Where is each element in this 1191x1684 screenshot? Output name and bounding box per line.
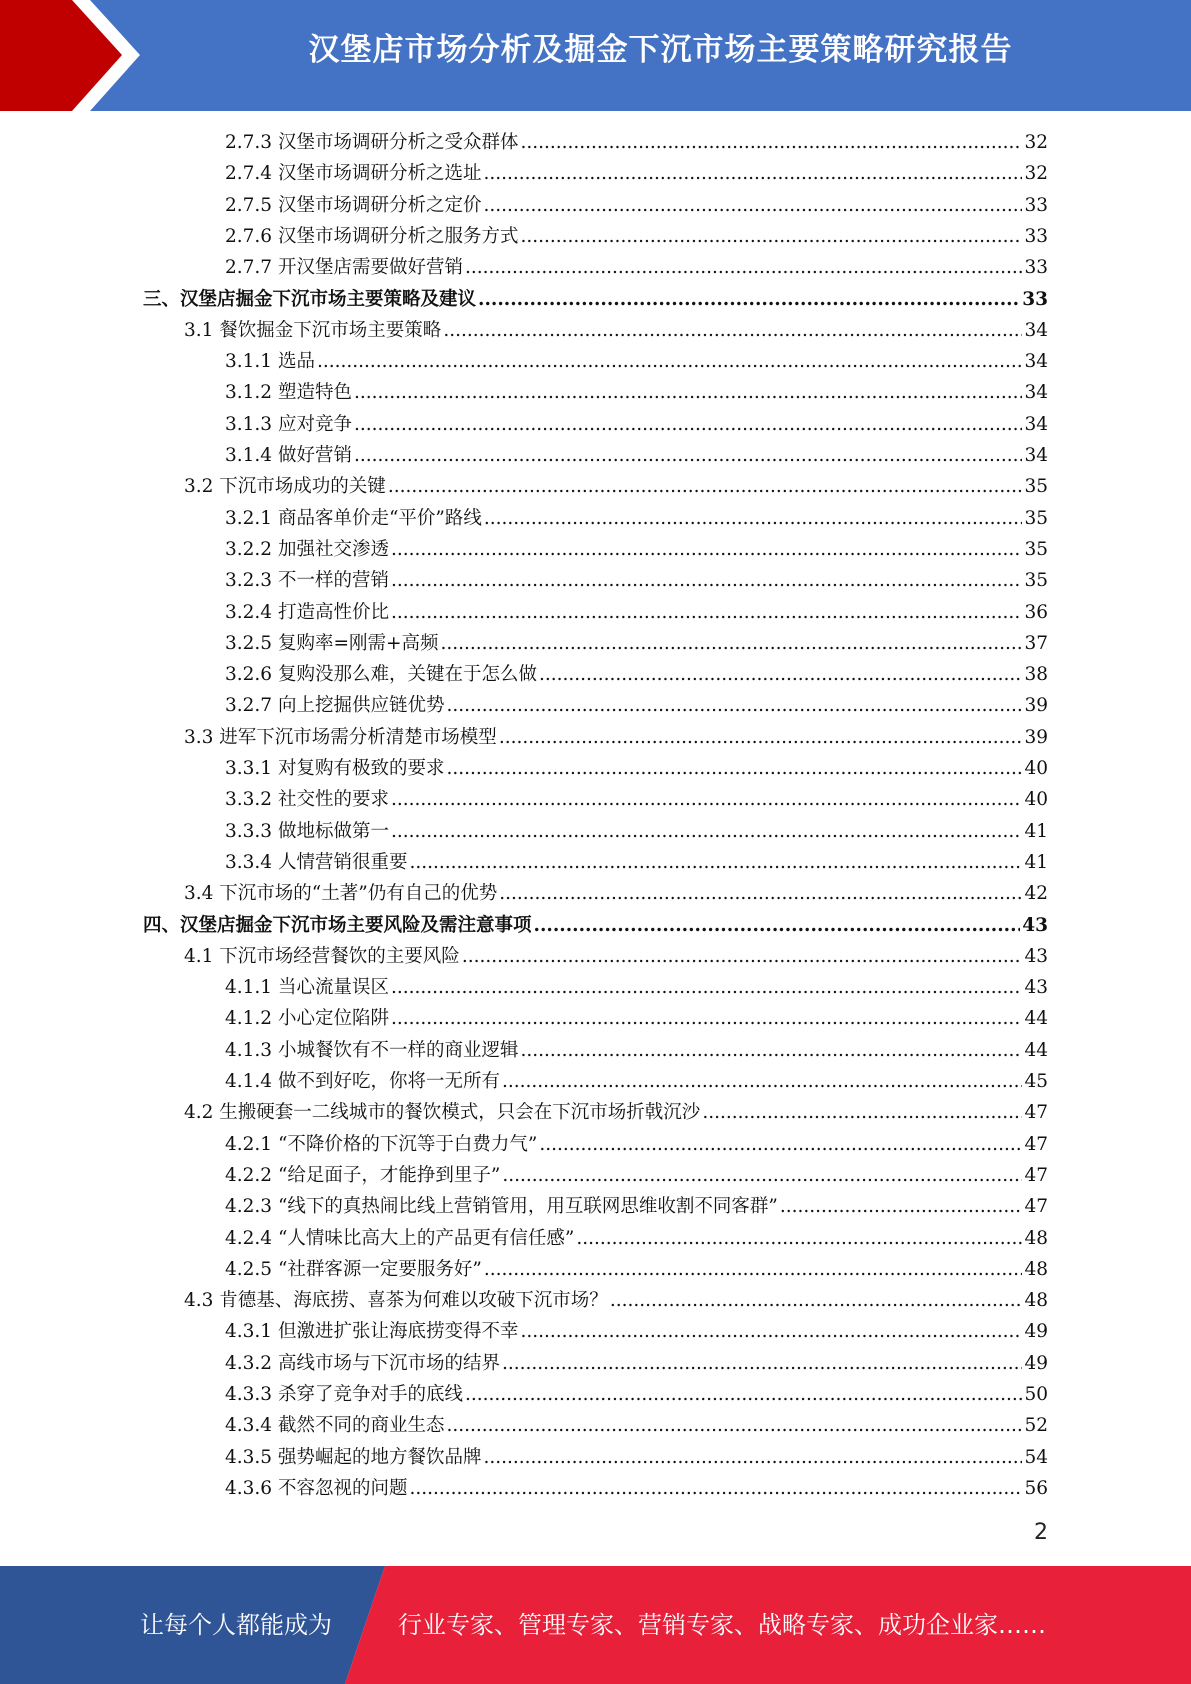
toc-entry-page: 43: [1022, 914, 1048, 936]
toc-entry-page: 47: [1024, 1133, 1048, 1155]
toc-leader-dots: [502, 1066, 1022, 1097]
toc-entry-page: 44: [1024, 1039, 1048, 1061]
toc-leader-dots: [484, 1254, 1023, 1285]
toc-entry[interactable]: [225, 1348, 1048, 1379]
toc-leader-dots: [483, 190, 1022, 221]
toc-entry-page: 41: [1024, 851, 1048, 873]
toc-entry[interactable]: [225, 190, 1048, 221]
toc-entry[interactable]: [225, 1473, 1048, 1504]
toc-entry-page: 36: [1024, 601, 1048, 623]
toc-entry-page: 35: [1024, 538, 1048, 560]
toc-entry-page: 34: [1024, 413, 1048, 435]
toc-entry[interactable]: [225, 784, 1048, 815]
toc-leader-dots: [409, 847, 1022, 878]
toc-entry-label: 4.3.6 不容忽视的问题: [225, 1477, 408, 1499]
toc-entry[interactable]: [225, 1442, 1048, 1473]
toc-entry-label: 三、汉堡店掘金下沉市场主要策略及建议: [143, 288, 477, 310]
toc-entry-page: 54: [1024, 1446, 1048, 1468]
toc-entry-label: 3.2.7 向上挖掘供应链优势: [225, 695, 445, 717]
toc-entry-page: 35: [1024, 476, 1048, 498]
page-footer: [0, 1566, 1191, 1684]
toc-entry[interactable]: [225, 252, 1048, 283]
toc-leader-dots: [446, 690, 1022, 721]
toc-leader-dots: [539, 1129, 1022, 1160]
toc-entry-label: 3.2.2 加强社交渗透: [225, 538, 389, 560]
toc-entry-page: 37: [1024, 632, 1048, 654]
toc-leader-dots: [354, 377, 1023, 408]
toc-entry-label: 4.3.5 强势崛起的地方餐饮品牌: [225, 1446, 482, 1468]
toc-leader-dots: [520, 1316, 1022, 1347]
toc-leader-dots: [702, 1097, 1022, 1128]
toc-entry-label: 3.3.1 对复购有极致的要求: [225, 758, 445, 779]
toc-entry-page: 42: [1024, 883, 1048, 905]
toc-entry-page: 34: [1024, 445, 1048, 466]
footer-slogan-right: 行业专家、管理专家、营销专家、战略专家、成功企业家……: [398, 1611, 1046, 1639]
toc-entry-page: 52: [1024, 1415, 1048, 1437]
toc-entry-page: 38: [1024, 664, 1048, 686]
toc-entry-label: 3.2.5 复购率=刚需+高频: [225, 632, 439, 654]
toc-leader-dots: [576, 1223, 1022, 1254]
toc-entry-label: 3.1.3 应对竞争: [225, 413, 352, 435]
toc-entry-label: 3.3.4 人情营销很重要: [225, 851, 408, 873]
toc-entry-page: 49: [1024, 1352, 1048, 1374]
toc-entry[interactable]: [225, 534, 1048, 565]
toc-entry[interactable]: [225, 1223, 1048, 1254]
toc-entry[interactable]: [225, 1066, 1048, 1097]
toc-entry-page: 34: [1024, 319, 1048, 341]
toc-entry-label: 3.3.2 社交性的要求: [225, 789, 389, 811]
toc-leader-dots: [484, 503, 1023, 534]
toc-entry-label: 4.2.3 “线下的真热闹比线上营销管用，用互联网思维收割不同客群”: [225, 1196, 778, 1218]
toc-entry-label: 3.2.1 商品客单价走“平价”路线: [225, 507, 482, 529]
toc-entry-page: 48: [1024, 1258, 1048, 1280]
toc-entry-page: 33: [1024, 257, 1048, 279]
toc-leader-dots: [446, 1410, 1022, 1441]
toc-entry[interactable]: [225, 690, 1048, 721]
toc-entry-page: 49: [1024, 1321, 1048, 1343]
toc-entry[interactable]: [225, 628, 1048, 659]
toc-entry[interactable]: [225, 847, 1048, 878]
toc-entry-page: 40: [1024, 758, 1048, 779]
toc-entry[interactable]: [184, 722, 1048, 753]
toc-leader-dots: [443, 315, 1022, 346]
toc-entry-label: 4.3 肯德基、海底捞、喜茶为何难以攻破下沉市场？: [184, 1290, 608, 1312]
toc-leader-dots: [317, 346, 1023, 377]
toc-entry[interactable]: [225, 565, 1048, 596]
toc-leader-dots: [354, 409, 1023, 440]
toc-leader-dots: [465, 1379, 1022, 1410]
toc-entry[interactable]: [225, 503, 1048, 534]
toc-entry-label: 3.3 进军下沉市场需分析清楚市场模型: [184, 726, 497, 748]
toc-entry-label: 4.1.1 当心流量误区: [225, 977, 389, 999]
toc-entry[interactable]: [225, 440, 1048, 471]
toc-entry[interactable]: [225, 1379, 1048, 1410]
toc-entry[interactable]: [225, 1410, 1048, 1441]
toc-leader-dots: [478, 284, 1020, 315]
toc-entry-page: 35: [1024, 570, 1048, 592]
toc-entry-label: 4.1.3 小城餐饮有不一样的商业逻辑: [225, 1039, 519, 1061]
toc-entry-page: 48: [1024, 1227, 1048, 1249]
toc-entry-page: 45: [1024, 1071, 1048, 1092]
toc-entry-label: 3.1.1 选品: [225, 351, 315, 373]
toc-entry[interactable]: [225, 1191, 1048, 1222]
toc-leader-dots: [483, 1442, 1022, 1473]
toc-leader-dots: [780, 1191, 1023, 1222]
toc-entry-label: 3.1 餐饮掘金下沉市场主要策略: [184, 319, 442, 341]
toc-leader-dots: [462, 941, 1023, 972]
toc-entry-label: 4.3.3 杀穿了竞争对手的底线: [225, 1384, 463, 1405]
toc-entry-page: 32: [1024, 163, 1048, 185]
toc-entry-label: 3.2.3 不一样的营销: [225, 570, 389, 592]
toc-entry-page: 33: [1024, 194, 1048, 216]
toc-entry-page: 47: [1024, 1196, 1048, 1218]
toc-entry-label: 2.7.5 汉堡市场调研分析之定价: [225, 194, 482, 216]
toc-entry[interactable]: [225, 127, 1048, 158]
toc-entry-label: 4.3.1 但激进扩张让海底捞变得不幸: [225, 1321, 519, 1343]
toc-entry[interactable]: [225, 158, 1048, 189]
toc-leader-dots: [534, 910, 1021, 941]
toc-entry-page: 35: [1024, 507, 1048, 529]
toc-entry-label: 3.4 下沉市场的“土著”仍有自己的优势: [184, 883, 498, 905]
toc-entry-page: 47: [1024, 1164, 1048, 1186]
toc-entry-label: 2.7.4 汉堡市场调研分析之选址: [225, 163, 482, 185]
toc-entry-label: 4.2.1 “不降价格的下沉等于白费力气”: [225, 1133, 538, 1155]
toc-entry-label: 3.2 下沉市场成功的关键: [184, 476, 386, 498]
toc-entry[interactable]: [143, 284, 1048, 315]
toc-entry[interactable]: [184, 878, 1048, 909]
toc-leader-dots: [440, 628, 1022, 659]
toc-entry[interactable]: [225, 972, 1048, 1003]
toc-entry-label: 3.2.4 打造高性价比: [225, 601, 389, 623]
toc-entry-page: 50: [1024, 1384, 1048, 1405]
toc-entry-page: 47: [1024, 1102, 1048, 1124]
toc-entry-page: 32: [1024, 132, 1048, 153]
toc-entry-page: 43: [1024, 977, 1048, 999]
toc-entry-page: 39: [1024, 726, 1048, 748]
toc-entry-page: 44: [1024, 1008, 1048, 1030]
toc-entry-label: 2.7.3 汉堡市场调研分析之受众群体: [225, 132, 519, 153]
toc-leader-dots: [391, 972, 1022, 1003]
toc-leader-dots: [502, 1160, 1022, 1191]
toc-leader-dots: [499, 878, 1022, 909]
toc-entry-page: 48: [1024, 1290, 1048, 1312]
report-title: 汉堡店市场分析及掘金下沉市场主要策略研究报告: [308, 32, 1013, 68]
toc-entry-label: 3.1.2 塑造特色: [225, 382, 352, 404]
toc-entry[interactable]: [184, 471, 1048, 502]
toc-entry-label: 3.2.6 复购没那么难，关键在于怎么做: [225, 664, 537, 686]
toc-entry[interactable]: [225, 659, 1048, 690]
toc-entry[interactable]: [225, 1316, 1048, 1347]
toc-leader-dots: [388, 471, 1023, 502]
toc-leader-dots: [499, 722, 1023, 753]
toc-leader-dots: [520, 221, 1022, 252]
toc-entry-label: 2.7.6 汉堡市场调研分析之服务方式: [225, 225, 519, 247]
toc-entry-label: 4.2.4 “人情味比高大上的产品更有信任感”: [225, 1227, 575, 1249]
toc-entry-label: 2.7.7 开汉堡店需要做好营销: [225, 257, 463, 279]
toc-leader-dots: [391, 784, 1022, 815]
toc-entry-label: 4.2.5 “社群客源一定要服务好”: [225, 1258, 482, 1280]
toc-entry-label: 四、汉堡店掘金下沉市场主要风险及需注意事项: [143, 914, 532, 936]
toc-leader-dots: [520, 1035, 1022, 1066]
toc-entry-page: 39: [1024, 695, 1048, 717]
toc-entry[interactable]: [225, 816, 1048, 847]
toc-leader-dots: [391, 565, 1022, 596]
toc-leader-dots: [391, 597, 1022, 628]
toc-entry-page: 41: [1024, 820, 1048, 842]
toc-entry[interactable]: [184, 941, 1048, 972]
toc-leader-dots: [610, 1285, 1023, 1316]
toc-leader-dots: [446, 753, 1022, 784]
footer-slogan-left: 让每个人都能成为: [140, 1611, 332, 1639]
toc-entry[interactable]: [225, 1160, 1048, 1191]
toc-entry-page: 43: [1024, 945, 1048, 967]
toc-entry-page: 34: [1024, 351, 1048, 373]
toc-entry-label: 3.1.4 做好营销: [225, 445, 352, 466]
toc-leader-dots: [520, 127, 1022, 158]
toc-entry-label: 3.3.3 做地标做第一: [225, 820, 389, 842]
toc-leader-dots: [391, 816, 1022, 847]
toc-entry-page: 34: [1024, 382, 1048, 404]
toc-entry-label: 4.1.2 小心定位陷阱: [225, 1008, 389, 1030]
toc-entry-label: 4.2 生搬硬套一二线城市的餐饮模式，只会在下沉市场折戟沉沙: [184, 1102, 701, 1124]
toc-entry-label: 4.3.2 高线市场与下沉市场的结界: [225, 1352, 500, 1374]
toc-leader-dots: [391, 534, 1022, 565]
page-header: [0, 0, 1191, 111]
toc-leader-dots: [483, 158, 1022, 189]
toc-entry[interactable]: [225, 1035, 1048, 1066]
toc-entry[interactable]: [184, 1097, 1048, 1128]
toc-entry[interactable]: [225, 753, 1048, 784]
toc-entry-label: 4.1.4 做不到好吃，你将一无所有: [225, 1071, 500, 1092]
toc-entry[interactable]: [225, 346, 1048, 377]
toc-entry[interactable]: [184, 315, 1048, 346]
toc-entry-page: 56: [1024, 1477, 1048, 1499]
toc-entry-page: 40: [1024, 789, 1048, 811]
toc-entry[interactable]: [225, 1254, 1048, 1285]
toc-entry-page: 33: [1024, 225, 1048, 247]
toc-leader-dots: [465, 252, 1022, 283]
toc-entry[interactable]: [143, 910, 1048, 941]
toc-leader-dots: [391, 1003, 1022, 1034]
toc-entry-label: 4.1 下沉市场经营餐饮的主要风险: [184, 945, 460, 967]
toc-entry[interactable]: [184, 1285, 1048, 1316]
toc-entry[interactable]: [225, 409, 1048, 440]
toc-entry-label: 4.2.2 “给足面子，才能挣到里子”: [225, 1164, 501, 1186]
toc-entry[interactable]: [225, 1129, 1048, 1160]
toc-leader-dots: [409, 1473, 1022, 1504]
toc-leader-dots: [539, 659, 1022, 690]
toc-entry[interactable]: [225, 597, 1048, 628]
toc-leader-dots: [502, 1348, 1022, 1379]
toc-entry-page: 33: [1022, 288, 1048, 310]
toc-entry-label: 4.3.4 截然不同的商业生态: [225, 1415, 445, 1437]
toc-leader-dots: [354, 440, 1023, 471]
toc-entry[interactable]: [225, 377, 1048, 408]
toc-entry[interactable]: [225, 1003, 1048, 1034]
page-number: 2: [1034, 1520, 1048, 1545]
toc-entry[interactable]: [225, 221, 1048, 252]
